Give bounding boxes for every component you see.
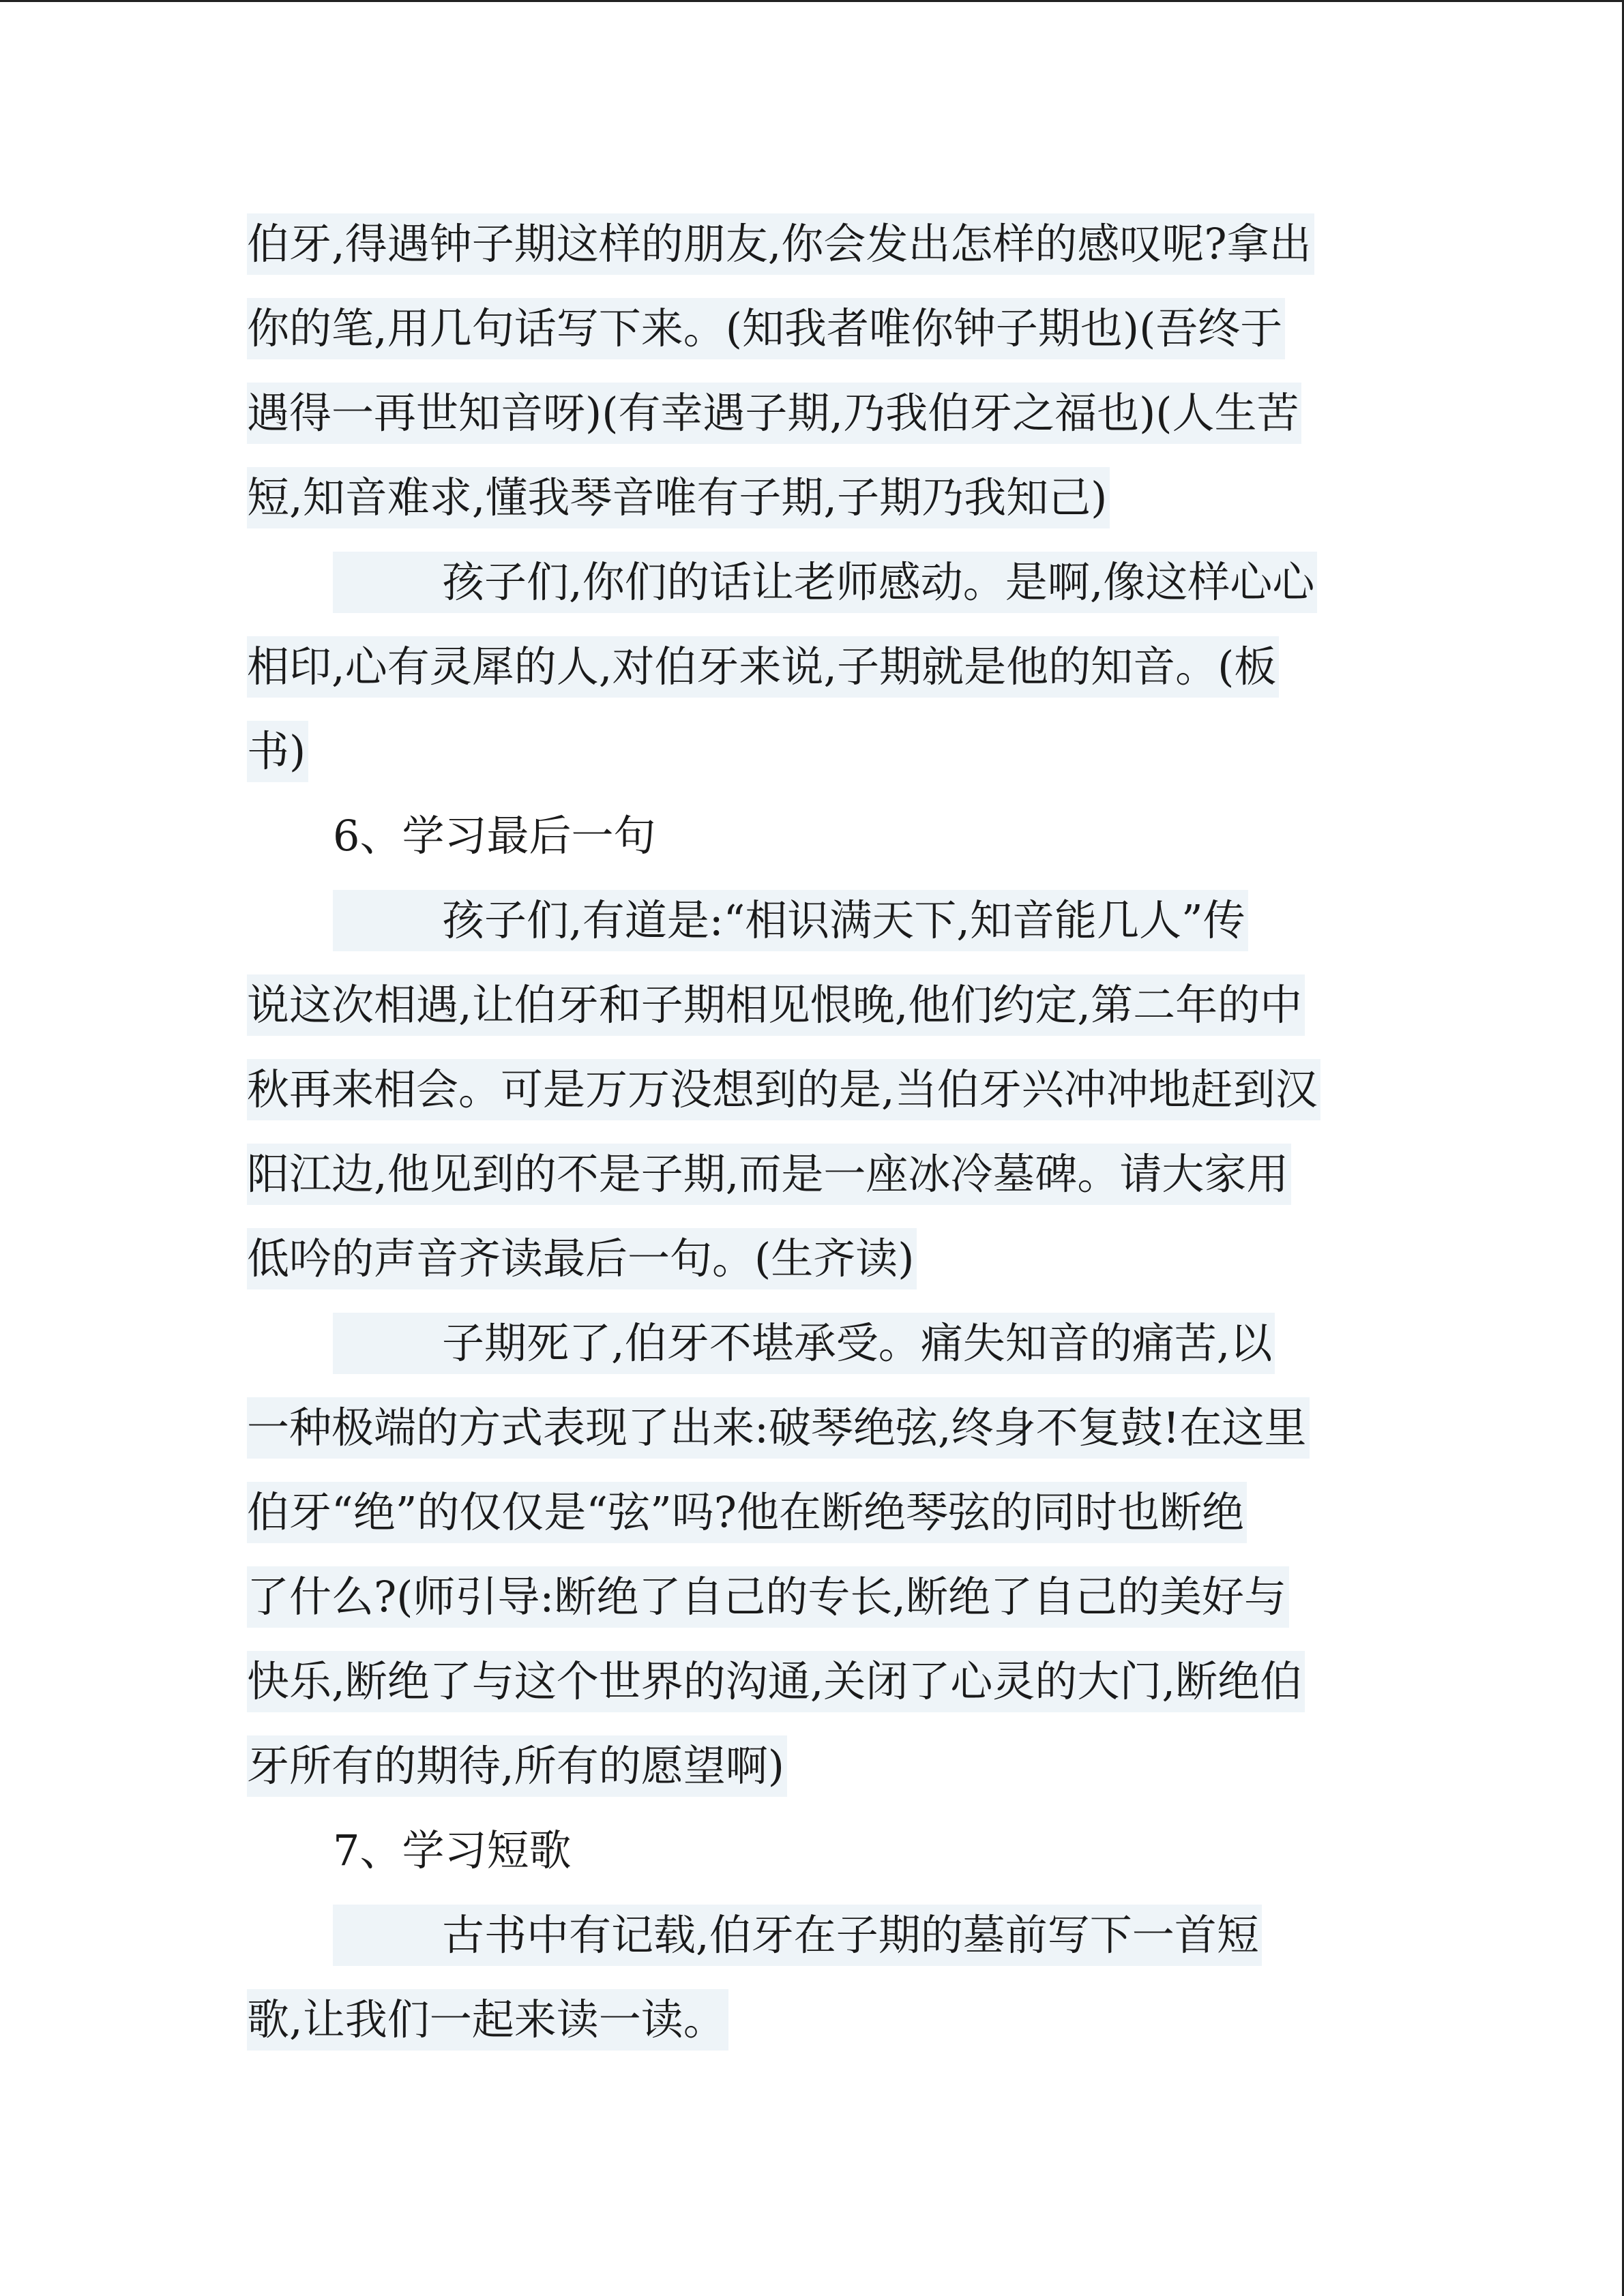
paragraph-start-line xyxy=(247,878,1379,963)
indented-line xyxy=(333,1313,1275,1374)
text-line xyxy=(247,1978,1379,2062)
text-line xyxy=(247,709,1379,794)
section-heading-6 xyxy=(247,794,1379,878)
heading-text: 6、学习最后一句 xyxy=(333,811,656,861)
text-line xyxy=(247,1386,1379,1470)
line-text: 快乐,断绝了与这个世界的沟通,关闭了心灵的大门,断绝伯 xyxy=(247,1651,1305,1712)
paragraph-start-line xyxy=(247,1301,1379,1386)
text-line xyxy=(247,1217,1379,1301)
section-heading-7 xyxy=(247,1808,1379,1893)
line-text: 相印,心有灵犀的人,对伯牙来说,子期就是他的知音。(板 xyxy=(247,636,1279,698)
line-text: 一种极端的方式表现了出来:破琴绝弦,终身不复鼓!在这里 xyxy=(247,1397,1310,1459)
line-text: 遇得一再世知音呀)(有幸遇子期,乃我伯牙之福也)(人生苦 xyxy=(247,383,1301,444)
line-text: 牙所有的期待,所有的愿望啊) xyxy=(247,1735,787,1797)
line-text: 阳江边,他见到的不是子期,而是一座冰冷墓碑。请大家用 xyxy=(247,1144,1291,1205)
text-line xyxy=(247,1555,1379,1639)
line-text: 书) xyxy=(247,721,308,782)
line-text: 古书中有记载,伯牙在子期的墓前写下一首短 xyxy=(442,1910,1259,1960)
line-text: 孩子们,你们的话让老师感动。是啊,像这样心心 xyxy=(442,557,1315,607)
text-line xyxy=(247,963,1379,1047)
text-line xyxy=(247,1724,1379,1808)
line-text: 伯牙“绝”的仅仅是“弦”吗?他在断绝琴弦的同时也断绝 xyxy=(247,1482,1247,1543)
line-text: 短,知音难求,懂我琴音唯有子期,子期乃我知己) xyxy=(247,467,1110,528)
line-text: 说这次相遇,让伯牙和子期相见恨晚,他们约定,第二年的中 xyxy=(247,974,1305,1036)
indented-line xyxy=(333,890,1248,951)
line-text: 你的笔,用几句话写下来。(知我者唯你钟子期也)(吾终于 xyxy=(247,298,1285,359)
line-text: 秋再来相会。可是万万没想到的是,当伯牙兴冲冲地赶到汉 xyxy=(247,1059,1320,1120)
indented-line xyxy=(333,1905,1262,1966)
text-line xyxy=(247,202,1379,286)
text-line xyxy=(247,1047,1379,1132)
page-top-border xyxy=(0,0,1624,2)
text-line xyxy=(247,456,1379,540)
text-line xyxy=(247,1132,1379,1217)
paragraph-start-line xyxy=(247,540,1379,625)
text-line xyxy=(247,1470,1379,1555)
indented-line xyxy=(333,552,1317,613)
line-text: 伯牙,得遇钟子期这样的朋友,你会发出怎样的感叹呢?拿出 xyxy=(247,213,1314,275)
line-text: 了什么?(师引导:断绝了自己的专长,断绝了自己的美好与 xyxy=(247,1566,1289,1628)
line-text: 歌,让我们一起来读一读。 xyxy=(247,1989,728,2051)
line-text: 孩子们,有道是:“相识满天下,知音能几人”传 xyxy=(442,895,1245,945)
text-line xyxy=(247,371,1379,456)
document-body xyxy=(247,202,1379,2062)
line-text: 子期死了,伯牙不堪承受。痛失知音的痛苦,以 xyxy=(442,1318,1273,1368)
text-line xyxy=(247,1639,1379,1724)
text-line xyxy=(247,625,1379,709)
paragraph-start-line xyxy=(247,1893,1379,1978)
text-line xyxy=(247,286,1379,371)
line-text: 低吟的声音齐读最后一句。(生齐读) xyxy=(247,1228,917,1289)
heading-text: 7、学习短歌 xyxy=(333,1825,572,1875)
